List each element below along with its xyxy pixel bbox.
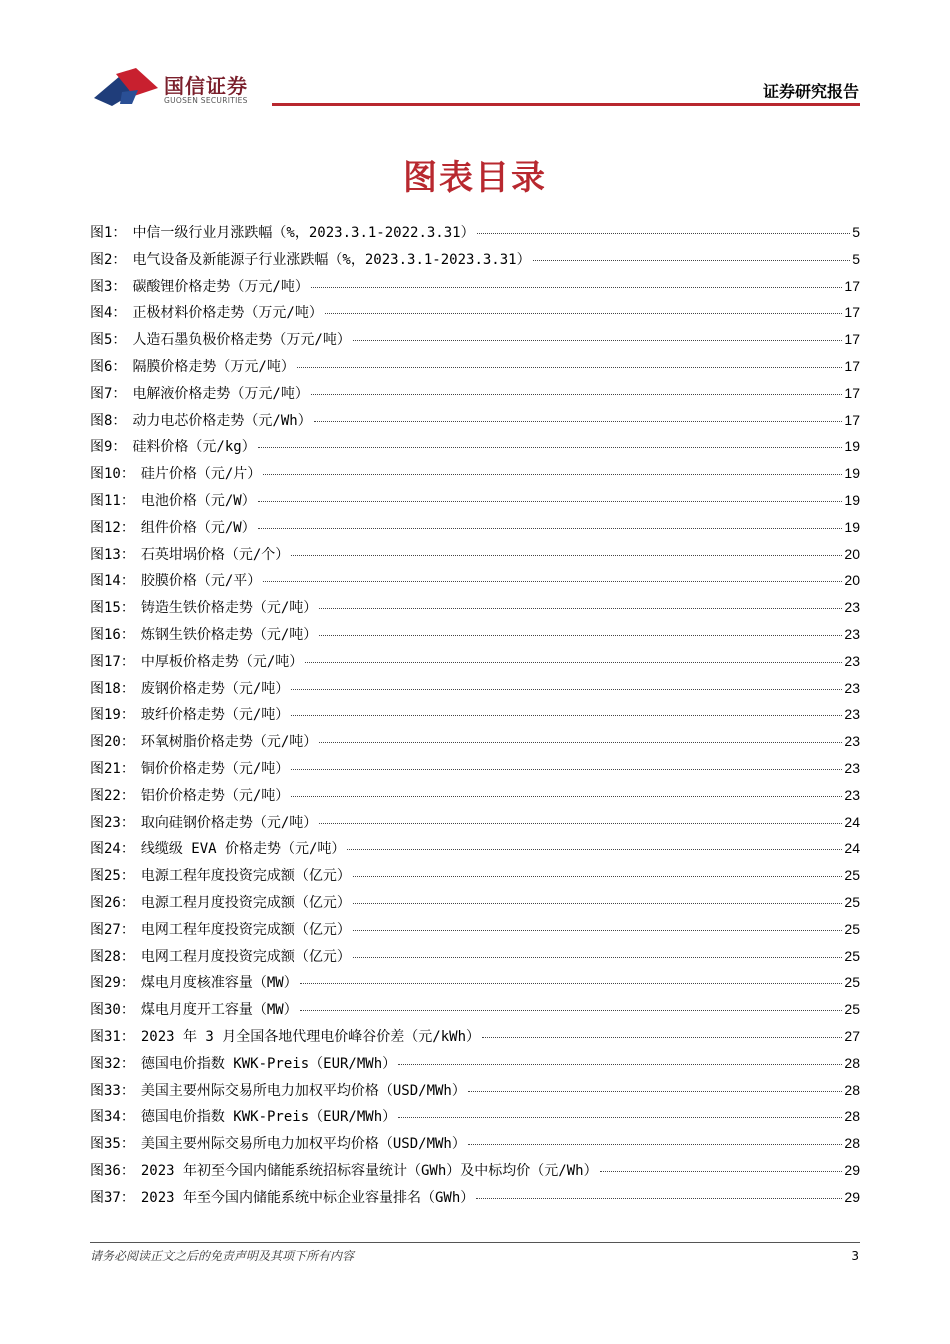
toc-dot-leader — [258, 528, 843, 529]
toc-entry[interactable] — [90, 276, 860, 303]
toc-entry[interactable] — [90, 758, 860, 785]
toc-entry[interactable] — [90, 785, 860, 812]
toc-entry-page: 5 — [852, 224, 860, 240]
toc-entry-title: 铸造生铁价格走势（元/吨） — [140, 600, 318, 617]
toc-dot-leader — [300, 1010, 843, 1011]
toc-entry-page: 25 — [844, 947, 860, 964]
toc-entry-page: 23 — [844, 652, 860, 669]
toc-entry-title: 硅料价格（元/kg） — [132, 439, 256, 456]
toc-entry-label: 图13： — [90, 546, 135, 563]
toc-entry-label: 图8： — [90, 412, 127, 429]
toc-entry-label: 图14： — [90, 573, 135, 590]
toc-entry[interactable] — [90, 865, 860, 892]
toc-dot-leader — [263, 474, 842, 475]
toc-dot-leader — [600, 1171, 843, 1172]
toc-dot-leader — [319, 608, 842, 609]
toc-entry-label: 图23： — [90, 814, 135, 831]
toc-entry[interactable] — [90, 1187, 860, 1214]
toc-entry-label: 图7： — [90, 385, 127, 402]
toc-entry-page: 23 — [844, 706, 860, 723]
toc-entry-title: 碳酸锂价格走势（万元/吨） — [132, 278, 309, 295]
toc-entry-page: 23 — [844, 786, 860, 803]
toc-dot-leader — [347, 849, 842, 850]
toc-entry-page: 29 — [844, 1161, 860, 1178]
toc-entry-label: 图29： — [90, 975, 135, 992]
toc-entry-title: 煤电月度核准容量（MW） — [140, 975, 298, 992]
toc-entry-title: 美国主要州际交易所电力加权平均价格（USD/MWh） — [140, 1136, 466, 1153]
page-title: 图表目录 — [403, 158, 547, 198]
toc-entry-page: 24 — [844, 813, 860, 830]
toc-entry-page: 20 — [844, 572, 860, 589]
toc-entry-page: 28 — [844, 1081, 860, 1098]
toc-entry[interactable] — [90, 222, 860, 249]
toc-dot-leader — [325, 313, 843, 314]
toc-entry[interactable] — [90, 1053, 860, 1080]
toc-entry-title: 石英坩埚价格（元/个） — [140, 546, 290, 563]
toc-dot-leader — [314, 421, 843, 422]
toc-entry-page: 28 — [844, 1054, 860, 1071]
toc-entry[interactable] — [90, 678, 860, 705]
toc-dot-leader — [305, 662, 842, 663]
company-logo — [92, 66, 272, 112]
toc-dot-leader — [291, 689, 842, 690]
toc-entry-page: 17 — [844, 411, 860, 428]
toc-entry-title: 取向硅钢价格走势（元/吨） — [140, 814, 318, 831]
toc-entry-title: 2023 年至今国内储能系统中标企业容量排名（GWh） — [140, 1189, 475, 1206]
toc-entry-title: 电气设备及新能源子行业涨跌幅（%，2023.3.1-2023.3.31） — [132, 251, 531, 268]
toc-entry[interactable] — [90, 490, 860, 517]
toc-entry-title: 电源工程年度投资完成额（亿元） — [140, 868, 351, 885]
toc-entry-title: 胶膜价格（元/平） — [140, 573, 262, 590]
toc-entry-title: 玻纤价格走势（元/吨） — [140, 707, 290, 724]
toc-entry-label: 图25： — [90, 868, 135, 885]
toc-dot-leader — [319, 742, 842, 743]
toc-entry-page: 23 — [844, 625, 860, 642]
toc-entry[interactable] — [90, 463, 860, 490]
toc-dot-leader — [258, 447, 843, 448]
toc-entry[interactable] — [90, 570, 860, 597]
toc-entry-label: 图24： — [90, 841, 135, 858]
toc-entry[interactable] — [90, 544, 860, 571]
toc-entry-label: 图2： — [90, 251, 127, 268]
toc-entry[interactable] — [90, 1106, 860, 1133]
toc-entry-title: 电池价格（元/W） — [140, 492, 256, 509]
toc-entry-label: 图35： — [90, 1136, 135, 1153]
toc-entry-page: 28 — [844, 1108, 860, 1125]
toc-entry-page: 25 — [844, 920, 860, 937]
toc-entry-label: 图36： — [90, 1162, 135, 1179]
table-of-figures — [90, 222, 860, 1213]
toc-entry[interactable] — [90, 517, 860, 544]
toc-entry-title: 德国电价指数 KWK-Preis（EUR/MWh） — [140, 1055, 397, 1072]
toc-dot-leader — [297, 367, 843, 368]
toc-entry-page: 17 — [844, 357, 860, 374]
toc-entry-label: 图26： — [90, 894, 135, 911]
toc-entry-title: 正极材料价格走势（万元/吨） — [132, 305, 323, 322]
toc-dot-leader — [319, 635, 842, 636]
toc-entry-title: 铝价价格走势（元/吨） — [140, 787, 290, 804]
toc-entry[interactable] — [90, 302, 860, 329]
toc-entry-page: 25 — [844, 893, 860, 910]
toc-entry[interactable] — [90, 624, 860, 651]
toc-entry-page: 19 — [844, 438, 860, 455]
toc-entry-page: 29 — [844, 1188, 860, 1205]
toc-entry-label: 图32： — [90, 1055, 135, 1072]
toc-entry-label: 图22： — [90, 787, 135, 804]
toc-entry-label: 图33： — [90, 1082, 135, 1099]
toc-entry[interactable] — [90, 972, 860, 999]
toc-entry[interactable] — [90, 838, 860, 865]
header-divider — [272, 103, 860, 106]
toc-dot-leader — [258, 501, 843, 502]
toc-entry-label: 图12： — [90, 519, 135, 536]
toc-entry-title: 环氧树脂价格走势（元/吨） — [140, 734, 318, 751]
toc-entry-title: 电网工程年度投资完成额（亿元） — [140, 921, 351, 938]
report-type-label: 证券研究报告 — [762, 82, 859, 101]
toc-entry[interactable] — [90, 356, 860, 383]
toc-entry-label: 图16： — [90, 626, 135, 643]
toc-entry[interactable] — [90, 383, 860, 410]
toc-entry[interactable] — [90, 651, 860, 678]
toc-entry-page: 17 — [844, 331, 860, 348]
toc-entry-page: 20 — [844, 545, 860, 562]
toc-entry-label: 图17： — [90, 653, 135, 670]
toc-entry[interactable] — [90, 1080, 860, 1107]
toc-entry-page: 27 — [844, 1027, 860, 1044]
toc-entry[interactable] — [90, 946, 860, 973]
toc-entry-title: 电解液价格走势（万元/吨） — [132, 385, 309, 402]
toc-entry-title: 电源工程月度投资完成额（亿元） — [140, 894, 351, 911]
toc-entry-page: 5 — [852, 250, 860, 267]
toc-entry-title: 2023 年 3 月全国各地代理电价峰谷价差（元/kWh） — [140, 1028, 481, 1045]
toc-entry[interactable] — [90, 436, 860, 463]
toc-dot-leader — [353, 876, 843, 877]
toc-entry-title: 电网工程月度投资完成额（亿元） — [140, 948, 351, 965]
toc-dot-leader — [533, 260, 851, 261]
toc-entry-label: 图37： — [90, 1189, 135, 1206]
toc-entry[interactable] — [90, 704, 860, 731]
toc-dot-leader — [311, 287, 843, 288]
toc-entry-label: 图3： — [90, 278, 127, 295]
toc-entry-page: 23 — [844, 733, 860, 750]
toc-entry-label: 图21： — [90, 760, 135, 777]
toc-entry-label: 图15： — [90, 600, 135, 617]
toc-entry[interactable] — [90, 329, 860, 356]
toc-entry-page: 17 — [844, 304, 860, 321]
toc-entry[interactable] — [90, 597, 860, 624]
toc-entry-page: 28 — [844, 1135, 860, 1152]
toc-entry-title: 人造石墨负极价格走势（万元/吨） — [132, 332, 351, 349]
toc-entry-page: 17 — [844, 384, 860, 401]
toc-dot-leader — [353, 340, 843, 341]
toc-dot-leader — [353, 957, 843, 958]
logo-company-name-en: GUOSEN SECURITIES — [164, 96, 248, 105]
toc-entry-title: 组件价格（元/W） — [140, 519, 256, 536]
toc-entry-title: 2023 年初至今国内储能系统招标容量统计（GWh）及中标均价（元/Wh） — [140, 1162, 598, 1179]
toc-dot-leader — [468, 1091, 843, 1092]
page-header — [0, 0, 950, 112]
toc-dot-leader — [482, 1037, 842, 1038]
toc-dot-leader — [291, 715, 842, 716]
toc-entry[interactable] — [90, 892, 860, 919]
toc-dot-leader — [476, 1198, 842, 1199]
toc-entry-page: 25 — [844, 1001, 860, 1018]
toc-entry-title: 线缆级 EVA 价格走势（元/吨） — [140, 841, 346, 858]
toc-entry-page: 17 — [844, 277, 860, 294]
toc-dot-leader — [319, 823, 842, 824]
toc-dot-leader — [398, 1117, 842, 1118]
toc-entry[interactable] — [90, 1026, 860, 1053]
toc-dot-leader — [353, 930, 843, 931]
toc-dot-leader — [398, 1064, 842, 1065]
toc-entry-title: 中信一级行业月涨跌幅（%，2023.3.1-2022.3.31） — [132, 225, 475, 241]
toc-dot-leader — [477, 233, 851, 234]
toc-entry-label: 图5： — [90, 332, 127, 349]
toc-entry-title: 动力电芯价格走势（元/Wh） — [132, 412, 312, 429]
toc-entry-label: 图19： — [90, 707, 135, 724]
page-number: 3 — [851, 1249, 859, 1263]
toc-dot-leader — [468, 1144, 843, 1145]
toc-entry-label: 图34： — [90, 1109, 135, 1126]
logo-company-name-cn: 国信证券 — [164, 74, 248, 98]
toc-entry-page: 25 — [844, 867, 860, 884]
toc-entry-title: 废钢价格走势（元/吨） — [140, 680, 290, 697]
toc-entry-page: 23 — [844, 679, 860, 696]
toc-entry-page: 19 — [844, 518, 860, 535]
toc-entry-label: 图4： — [90, 305, 127, 322]
toc-entry-page: 24 — [844, 840, 860, 857]
toc-dot-leader — [291, 555, 842, 556]
toc-entry-label: 图20： — [90, 734, 135, 751]
toc-entry[interactable] — [90, 1133, 860, 1160]
toc-entry-title: 隔膜价格走势（万元/吨） — [132, 358, 295, 375]
toc-dot-leader — [300, 983, 843, 984]
toc-entry-title: 美国主要州际交易所电力加权平均价格（USD/MWh） — [140, 1082, 466, 1099]
toc-entry-title: 硅片价格（元/片） — [140, 466, 262, 483]
toc-entry[interactable] — [90, 999, 860, 1026]
toc-entry[interactable] — [90, 812, 860, 839]
toc-entry-page: 23 — [844, 599, 860, 616]
toc-entry-label: 图18： — [90, 680, 135, 697]
toc-entry-label: 图10： — [90, 466, 135, 483]
footer-disclaimer: 请务必阅读正文之后的免责声明及其项下所有内容 — [90, 1249, 355, 1263]
toc-entry-title: 铜价价格走势（元/吨） — [140, 760, 290, 777]
toc-entry[interactable] — [90, 249, 860, 276]
toc-entry[interactable] — [90, 410, 860, 437]
toc-entry-label: 图11： — [90, 492, 135, 509]
toc-entry[interactable] — [90, 919, 860, 946]
toc-entry-label: 图27： — [90, 921, 135, 938]
toc-entry[interactable] — [90, 1160, 860, 1187]
toc-entry-label: 图31： — [90, 1028, 135, 1045]
toc-entry-title: 煤电月度开工容量（MW） — [140, 1002, 298, 1019]
toc-entry-title: 炼钢生铁价格走势（元/吨） — [140, 626, 318, 643]
toc-entry-label: 图28： — [90, 948, 135, 965]
footer-divider — [90, 1242, 860, 1243]
logo-mark-icon — [92, 66, 160, 110]
toc-dot-leader — [291, 769, 842, 770]
toc-dot-leader — [263, 581, 842, 582]
toc-entry[interactable] — [90, 731, 860, 758]
toc-entry-page: 25 — [844, 974, 860, 991]
toc-entry-label: 图30： — [90, 1002, 135, 1019]
toc-entry-page: 23 — [844, 759, 860, 776]
toc-dot-leader — [353, 903, 843, 904]
toc-entry-title: 中厚板价格走势（元/吨） — [140, 653, 304, 670]
toc-entry-label: 图9： — [90, 439, 127, 456]
toc-entry-title: 德国电价指数 KWK-Preis（EUR/MWh） — [140, 1109, 397, 1126]
toc-entry-page: 19 — [844, 465, 860, 482]
toc-dot-leader — [311, 394, 843, 395]
toc-entry-label: 图6： — [90, 358, 127, 375]
toc-entry-page: 19 — [844, 491, 860, 508]
toc-entry-label: 图1： — [90, 225, 127, 241]
toc-dot-leader — [291, 796, 842, 797]
